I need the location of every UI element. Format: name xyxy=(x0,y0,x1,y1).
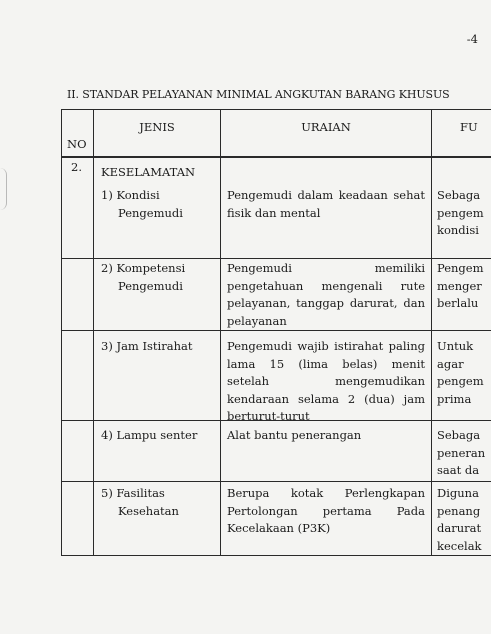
fungsi-kondisi-pengemudi: Sebaga pengem kondisi xyxy=(437,188,484,237)
header-no: NO xyxy=(67,137,87,151)
jenis-kompetensi-pengemudi: 2) Kompetensi Pengemudi xyxy=(101,261,186,293)
page-number: -4 xyxy=(466,32,478,46)
uraian-kompetensi-pengemudi: Pengemudi memiliki pengetahuan mengenali rute pelayanan, tanggap darurat, dan pelayanan xyxy=(227,261,425,328)
uraian-kondisi-pengemudi: Pengemudi dalam keadaan sehat fisik dan mental xyxy=(227,188,425,220)
section-title: KESELAMATAN xyxy=(101,165,196,179)
row-number: 2. xyxy=(71,160,82,174)
fungsi-jam-istirahat: Untuk agar pengem prima xyxy=(437,339,484,406)
fungsi-lampu-senter: Sebaga peneran saat da xyxy=(437,428,486,477)
uraian-fasilitas-kesehatan: Berupa kotak Perlengkapan Pertolongan pertama Pada Kecelakaan (P3K) xyxy=(227,486,425,535)
jenis-kondisi-pengemudi: 1) Kondisi Pengemudi xyxy=(101,188,183,220)
jenis-lampu-senter: 4) Lampu senter xyxy=(101,428,198,442)
jenis-fasilitas-kesehatan: 5) Fasilitas Kesehatan xyxy=(101,486,179,518)
header-uraian: URAIAN xyxy=(301,120,351,134)
header-fungsi: FU xyxy=(460,120,478,134)
document-heading: II. STANDAR PELAYANAN MINIMAL ANGKUTAN BARANG KHUSUS xyxy=(67,88,450,101)
fungsi-fasilitas-kesehatan: Diguna penang darurat kecelak xyxy=(437,486,482,553)
binding-edge-mark xyxy=(0,168,7,210)
fungsi-kompetensi-pengemudi: Pengem menger berlalu xyxy=(437,261,484,310)
header-jenis: JENIS xyxy=(139,120,175,134)
jenis-jam-istirahat: 3) Jam Istirahat xyxy=(101,339,193,353)
uraian-jam-istirahat: Pengemudi wajib istirahat paling lama 15 (lima belas) menit setelah mengemudikan kendaraan selama 2 (dua) jam berturut-turut xyxy=(227,339,425,423)
uraian-lampu-senter: Alat bantu penerangan xyxy=(227,428,362,442)
service-standard-table xyxy=(61,109,491,556)
